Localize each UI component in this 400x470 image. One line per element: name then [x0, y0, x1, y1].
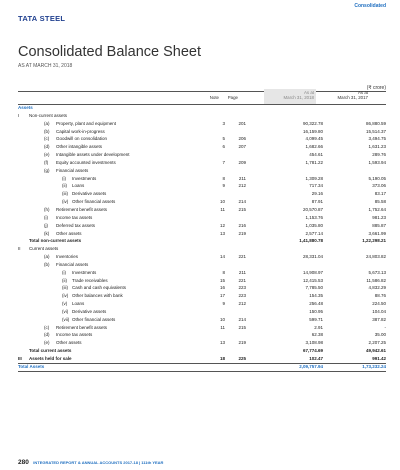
row-note: 18	[219, 356, 225, 361]
row-label: (vi)	[62, 308, 69, 314]
previous-column-header-bottom: March 31, 2017	[337, 95, 368, 100]
row-note: 3	[222, 120, 225, 126]
table-row	[18, 190, 386, 198]
row-label: (k)	[44, 230, 50, 236]
table-row	[18, 182, 386, 190]
section-tag: Consolidated	[354, 3, 386, 9]
balance-sheet-table	[18, 104, 386, 371]
row-label: Current assets	[29, 246, 59, 252]
row-page: 219	[238, 340, 246, 346]
table-row	[18, 355, 386, 363]
row-description: Cash and cash equivalents	[72, 285, 127, 291]
row-label: (e)	[44, 152, 50, 158]
row-label: (iii)	[62, 285, 68, 291]
row-description: Investments	[72, 175, 97, 181]
row-description: Income tax assets	[56, 214, 93, 220]
row-value-current: 102.47	[309, 356, 323, 361]
row-page: 212	[238, 301, 246, 307]
table-row	[18, 292, 386, 300]
row-value-previous: 373.06	[372, 183, 386, 189]
table-row	[18, 253, 386, 261]
row-page: 206	[238, 136, 246, 142]
row-value-current: 12,415.53	[302, 277, 323, 283]
row-value-current: 28,331.04	[302, 254, 323, 260]
row-page: 209	[238, 159, 246, 165]
row-label: Assets held for sale	[29, 356, 72, 361]
row-description: Derivative assets	[72, 191, 107, 197]
row-note: 13	[219, 230, 225, 236]
row-section-label: Total Assets	[18, 363, 45, 369]
row-page: 215	[238, 324, 246, 330]
row-page: 221	[238, 254, 246, 260]
row-description: Other financial assets	[72, 199, 116, 205]
row-description: Derivative assets	[72, 308, 107, 314]
table-row	[18, 269, 386, 277]
row-value-previous: 15,514.37	[365, 128, 386, 134]
row-value-previous: 35.00	[374, 332, 386, 338]
table-row	[18, 167, 386, 175]
row-page: 211	[238, 175, 246, 181]
table-row	[18, 206, 386, 214]
row-value-current: 20,570.87	[302, 206, 323, 212]
table-row	[18, 363, 386, 371]
row-value-current: 1,309.28	[305, 175, 323, 181]
row-label: (d)	[44, 332, 50, 338]
row-note: 9	[222, 183, 225, 189]
row-page: 221	[238, 277, 246, 283]
table-row	[18, 143, 386, 151]
row-label: (ii)	[62, 277, 67, 283]
row-value-current: 1,682.66	[305, 144, 323, 150]
table-row	[18, 214, 386, 222]
previous-column-header-top: As at	[357, 90, 368, 95]
row-value-previous: -	[384, 324, 386, 330]
row-note: 8	[222, 175, 225, 181]
row-value-current: 14,908.97	[302, 269, 323, 275]
row-section-label: I	[18, 112, 20, 118]
row-label: (a)	[44, 120, 50, 126]
row-label: (h)	[44, 206, 50, 212]
current-column-header-bottom: March 31, 2018	[283, 95, 314, 100]
row-value-current: 1,41,880.78	[299, 238, 323, 244]
table-row	[18, 112, 386, 120]
row-value-previous: 5,673.13	[368, 269, 386, 275]
row-note: 15	[219, 277, 225, 283]
row-value-current: 16,159.80	[302, 128, 323, 134]
row-note: 13	[219, 340, 225, 346]
row-label: (vii)	[62, 316, 70, 322]
table-row	[18, 175, 386, 183]
row-description: Intangible assets under development	[56, 152, 130, 158]
table-row	[18, 324, 386, 332]
row-value-previous: 49,942.61	[365, 348, 386, 354]
page-title: Consolidated Balance Sheet	[18, 44, 201, 60]
row-description: Trade receivables	[72, 277, 108, 283]
currency-note: (₹ crore)	[366, 85, 386, 91]
page-column-header: Page	[227, 95, 238, 100]
row-page: 207	[238, 144, 246, 150]
row-page: 211	[238, 269, 246, 275]
row-note: 6	[222, 144, 225, 150]
row-description: Financial assets	[56, 167, 89, 173]
row-value-current: 2.91	[314, 324, 323, 330]
row-description: Retirement benefit assets	[56, 206, 108, 212]
current-column-header-top: As at	[303, 90, 314, 95]
row-page: 223	[238, 293, 246, 299]
row-value-previous: 104.04	[372, 308, 386, 314]
row-label: (j)	[44, 222, 48, 228]
row-page: 219	[238, 230, 246, 236]
row-label: (iii)	[62, 191, 68, 197]
row-value-previous: 1,22,298.21	[362, 238, 386, 244]
row-value-current: 717.34	[309, 183, 323, 189]
row-value-current: 62.38	[311, 332, 323, 338]
row-value-current: 3,108.98	[305, 340, 323, 346]
table-bottom-rule	[18, 371, 386, 372]
column-header	[209, 89, 388, 103]
row-label: (g)	[44, 167, 50, 173]
row-value-current: 454.61	[309, 152, 323, 158]
table-row	[18, 128, 386, 136]
row-note: 8	[222, 269, 225, 275]
row-description: Property, plant and equipment	[56, 120, 116, 126]
row-section-label: II	[18, 246, 21, 252]
row-label: (c)	[44, 324, 50, 330]
row-value-previous: 86,880.59	[365, 120, 386, 126]
row-value-current: 4,099.45	[305, 136, 323, 142]
row-label: (i)	[62, 175, 66, 181]
row-description: Financial assets	[56, 261, 89, 267]
row-value-current: 7,785.50	[305, 285, 323, 291]
table-row	[18, 261, 386, 269]
page-footer	[18, 459, 163, 466]
row-value-current: 87.91	[311, 199, 323, 205]
row-value-current: 90,322.78	[302, 120, 323, 126]
row-value-previous: 11,586.82	[366, 277, 386, 283]
row-note: 7	[222, 159, 225, 165]
row-label: (b)	[44, 261, 50, 267]
footer-text: INTEGRATED REPORT & ANNUAL ACCOUNTS 2017-18 | 111th YEAR	[33, 460, 164, 465]
row-section-label: Assets	[18, 105, 33, 110]
row-description: Inventories	[56, 254, 79, 260]
row-note: 5	[222, 136, 225, 142]
table-row	[18, 198, 386, 206]
row-note: 12	[219, 222, 225, 228]
row-value-previous: 3,661.99	[368, 230, 386, 236]
table-row	[18, 237, 386, 245]
row-value-previous: 24,803.82	[365, 254, 386, 260]
row-value-previous: 1,593.94	[368, 159, 386, 165]
row-value-previous: 3,494.75	[368, 136, 386, 142]
row-note: 10	[219, 199, 225, 205]
table-row	[18, 222, 386, 230]
row-value-previous: 1,752.64	[368, 206, 386, 212]
table-divider	[18, 363, 386, 364]
row-label: (e)	[44, 340, 50, 346]
table-row	[18, 347, 386, 355]
row-value-current: 1,153.76	[305, 214, 323, 220]
row-page: 212	[238, 183, 246, 189]
row-label: Non-current assets	[29, 112, 68, 118]
row-note: 11	[220, 324, 225, 330]
row-value-previous: 5,190.05	[368, 175, 386, 181]
row-description: Goodwill on consolidation	[56, 136, 108, 142]
row-description: Retirement benefit assets	[56, 324, 108, 330]
row-value-current: 1,035.80	[305, 222, 323, 228]
row-value-previous: 387.82	[372, 316, 386, 322]
table-row	[18, 120, 386, 128]
table-row	[18, 151, 386, 159]
row-note: 10	[219, 316, 225, 322]
row-value-current: 2,577.14	[305, 230, 323, 236]
table-row	[18, 300, 386, 308]
row-description: Income tax assets	[56, 332, 93, 338]
page-number: 280	[18, 459, 29, 466]
row-value-previous: 289.76	[372, 152, 386, 158]
row-value-previous: 4,832.29	[368, 285, 386, 291]
row-label: (i)	[62, 269, 66, 275]
row-page: 201	[238, 120, 246, 126]
row-description: Other assets	[56, 230, 82, 236]
table-row	[18, 308, 386, 316]
row-note: 9	[222, 301, 225, 307]
row-page: 214	[238, 199, 246, 205]
row-page: 216	[238, 222, 246, 228]
row-label: (iv)	[62, 293, 69, 299]
row-value-previous: 1,631.23	[368, 144, 386, 150]
row-note: 17	[219, 293, 225, 299]
row-description: Other financial assets	[72, 316, 116, 322]
row-description: Other assets	[56, 340, 82, 346]
row-value-previous: 981.23	[372, 214, 386, 220]
row-value-previous: 83.17	[374, 191, 386, 197]
row-note: 11	[220, 206, 225, 212]
row-description: Equity accounted investments	[56, 159, 116, 165]
table-row	[18, 245, 386, 253]
row-description: Investments	[72, 269, 97, 275]
row-description: Other intangible assets	[56, 144, 103, 150]
row-value-previous: 85.58	[374, 199, 386, 205]
row-description: Capital work-in-progress	[56, 128, 105, 134]
table-divider	[18, 104, 386, 105]
table-row	[18, 331, 386, 339]
table-row	[18, 159, 386, 167]
row-page: 214	[238, 316, 246, 322]
row-description: Other balances with bank	[72, 293, 123, 299]
row-value-current: 150.95	[309, 308, 323, 314]
table-row	[18, 135, 386, 143]
brand-logo: TATA STEEL	[18, 14, 66, 23]
note-column-header: Note	[209, 95, 219, 100]
row-label: (c)	[44, 136, 50, 142]
row-description: Deferred tax assets	[56, 222, 96, 228]
row-value-previous: 224.50	[372, 301, 386, 307]
table-row	[18, 230, 386, 238]
row-value-previous: 991.42	[372, 356, 386, 361]
table-row	[18, 284, 386, 292]
row-label: (i)	[44, 214, 48, 220]
row-label: (a)	[44, 254, 50, 260]
page-subtitle: AS AT MARCH 31, 2018	[18, 63, 73, 69]
row-description: Loans	[72, 183, 85, 189]
row-value-current: 2,09,757.94	[299, 363, 323, 369]
row-description: Loans	[72, 301, 85, 307]
row-label: (v)	[62, 301, 68, 307]
row-note: 16	[219, 285, 225, 291]
row-page: 225	[238, 356, 246, 361]
row-section-label: III	[18, 356, 22, 361]
row-label: Total current assets	[29, 348, 72, 354]
row-value-previous: 2,207.25	[368, 340, 386, 346]
table-row	[18, 277, 386, 285]
row-label: (b)	[44, 128, 50, 134]
row-page: 223	[238, 285, 246, 291]
row-value-previous: 1,73,232.24	[362, 363, 386, 369]
table-row	[18, 339, 386, 347]
row-note: 14	[219, 254, 225, 260]
row-value-current: 29.16	[311, 191, 323, 197]
row-label: (d)	[44, 144, 50, 150]
table-row	[18, 316, 386, 324]
row-value-current: 599.71	[309, 316, 323, 322]
row-value-current: 256.48	[309, 301, 323, 307]
row-value-current: 154.35	[309, 293, 323, 299]
row-label: (iv)	[62, 199, 69, 205]
row-page: 215	[238, 206, 246, 212]
table-row	[18, 104, 386, 112]
row-value-current: 67,774.69	[302, 348, 323, 354]
row-value-current: 1,781.22	[305, 159, 323, 165]
row-value-previous: 885.87	[372, 222, 386, 228]
row-label: (ii)	[62, 183, 67, 189]
row-value-previous: 88.76	[374, 293, 386, 299]
row-label: Total non-current assets	[29, 238, 82, 244]
row-label: (f)	[44, 159, 49, 165]
